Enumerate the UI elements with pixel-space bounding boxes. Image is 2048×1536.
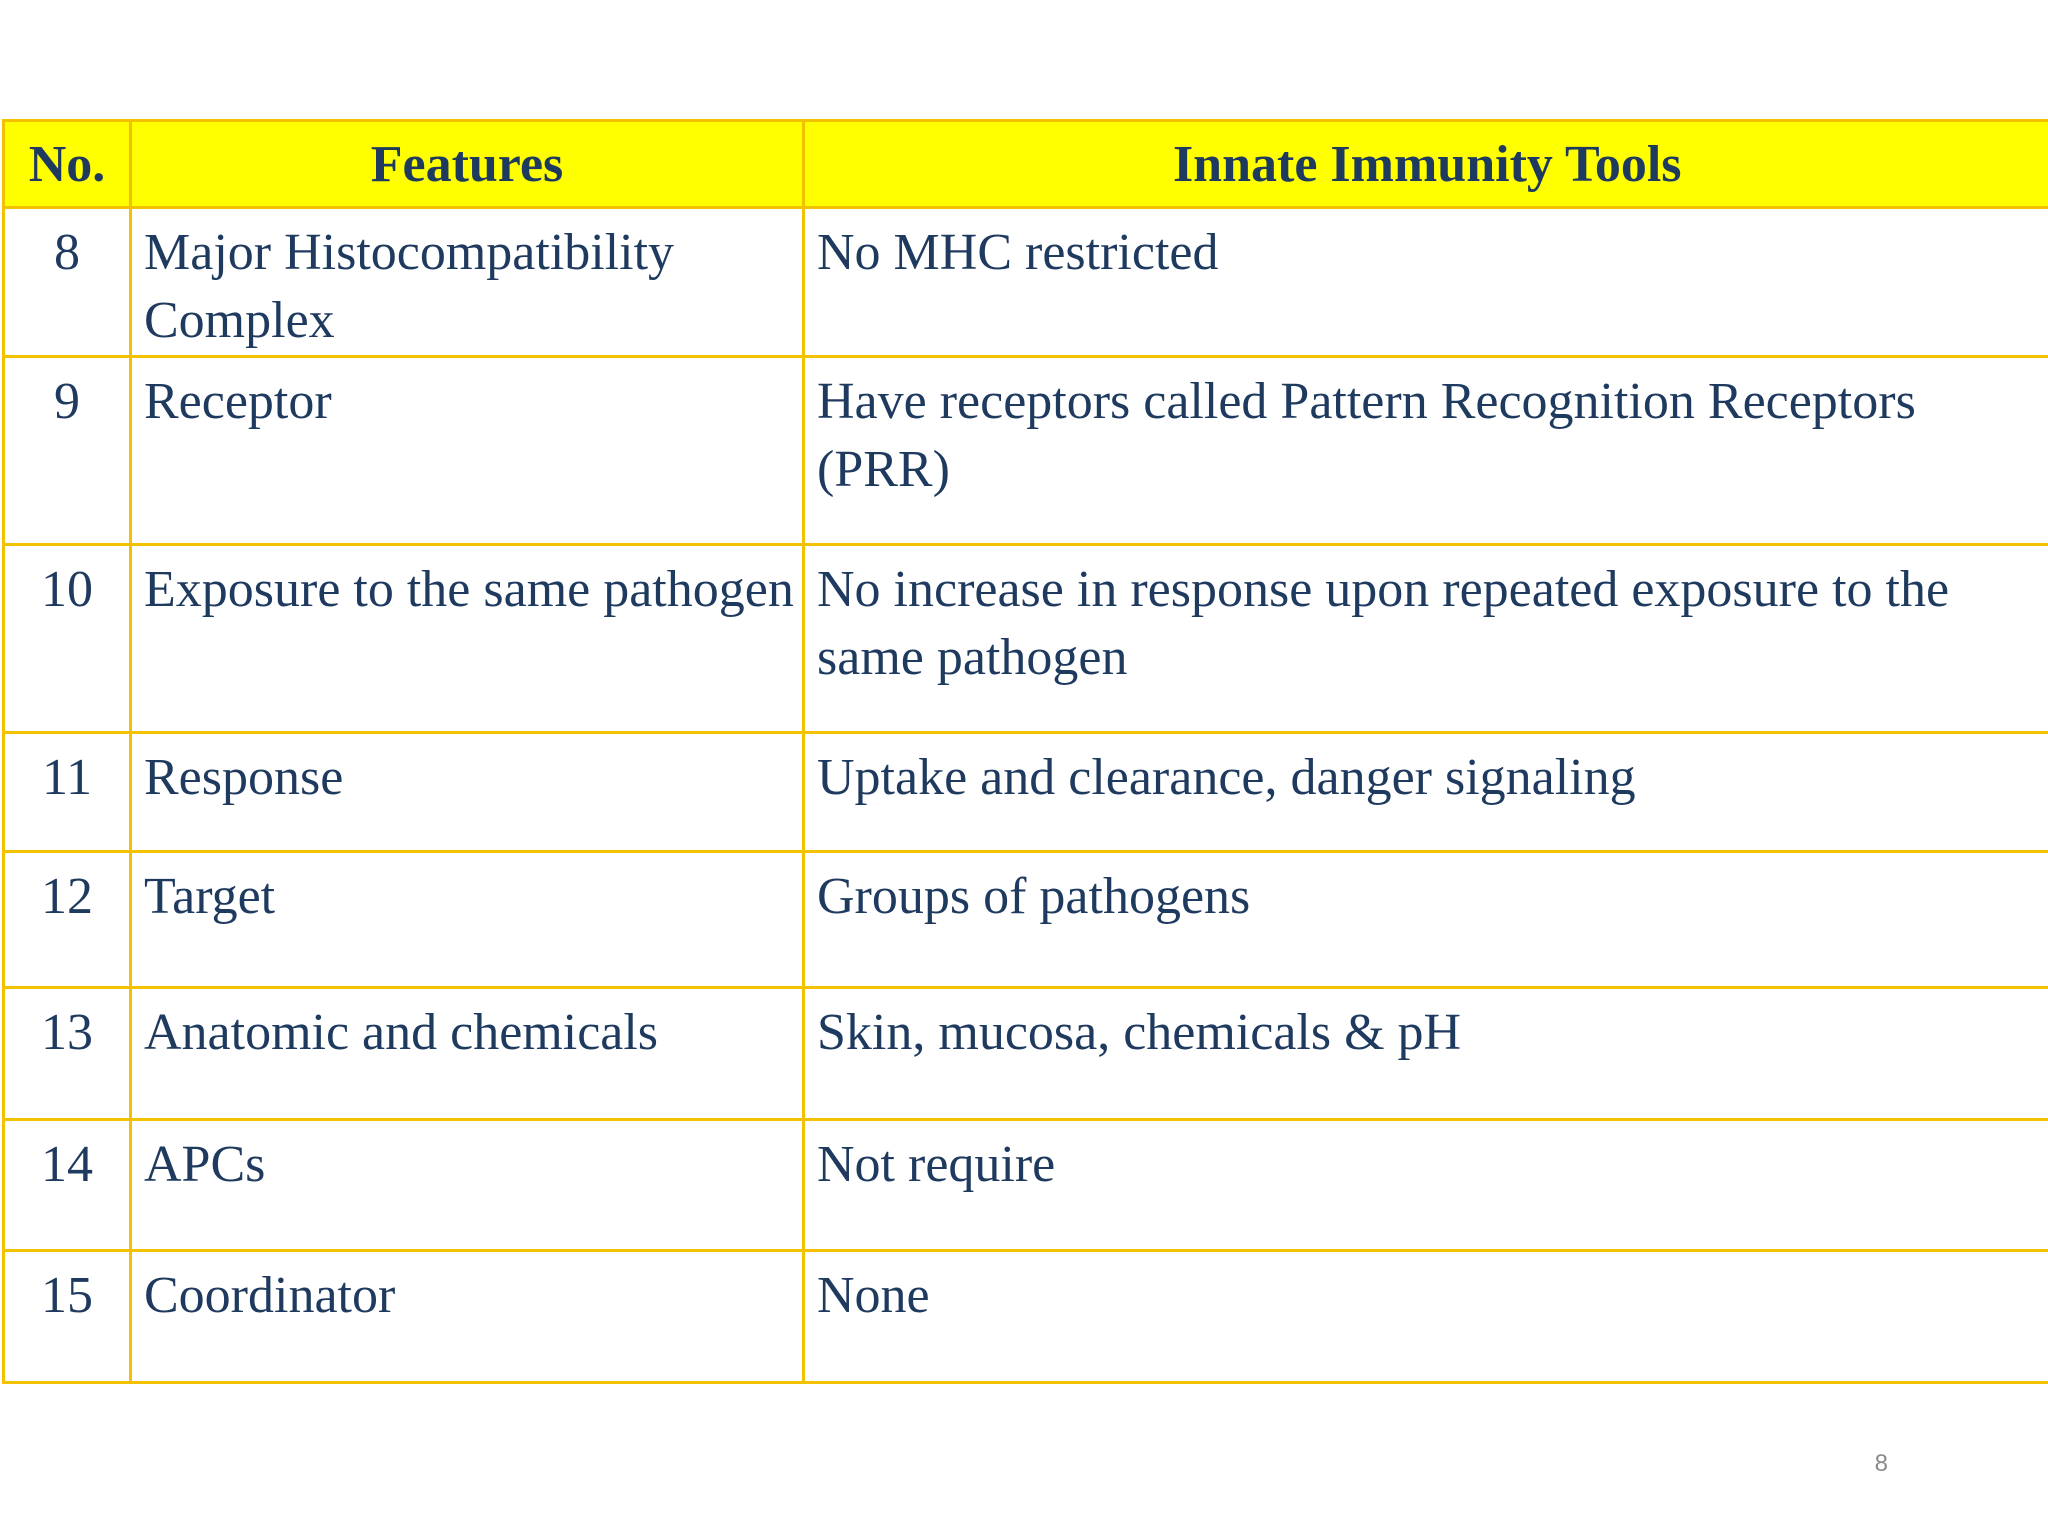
row-tool: None [804,1251,2048,1383]
row-feature: Response [131,733,804,852]
header-no: No. [4,121,131,208]
row-number: 9 [4,357,131,545]
row-number: 10 [4,545,131,733]
table-row [4,208,2048,357]
row-feature: Major Histocompatibility Complex [131,208,804,357]
row-number: 12 [4,852,131,988]
page-number: 8 [1874,1450,1888,1477]
row-tool: Have receptors called Pattern Recognition Receptors (PRR) [804,357,2048,545]
row-number: 8 [4,208,131,357]
table-row [4,988,2048,1120]
row-tool: Groups of pathogens [804,852,2048,988]
table-row [4,733,2048,852]
row-number: 13 [4,988,131,1120]
row-feature: Target [131,852,804,988]
table-row [4,545,2048,733]
row-tool: Not require [804,1120,2048,1251]
row-feature: Receptor [131,357,804,545]
row-number: 14 [4,1120,131,1251]
header-innate-immunity-tools: Innate Immunity Tools [804,121,2048,208]
row-number: 15 [4,1251,131,1383]
row-feature: Anatomic and chemicals [131,988,804,1120]
table-row [4,852,2048,988]
table-row [4,1251,2048,1383]
row-feature: Exposure to the same pathogen [131,545,804,733]
row-tool: No MHC restricted [804,208,2048,357]
table-header-row [4,121,2048,208]
table-row [4,1120,2048,1251]
row-feature: Coordinator [131,1251,804,1383]
table-row [4,357,2048,545]
row-tool: No increase in response upon repeated exposure to the same pathogen [804,545,2048,733]
row-feature: APCs [131,1120,804,1251]
comparison-table [2,119,2048,1384]
row-tool: Skin, mucosa, chemicals & pH [804,988,2048,1120]
header-features: Features [131,121,804,208]
row-number: 11 [4,733,131,852]
row-tool: Uptake and clearance, danger signaling [804,733,2048,852]
